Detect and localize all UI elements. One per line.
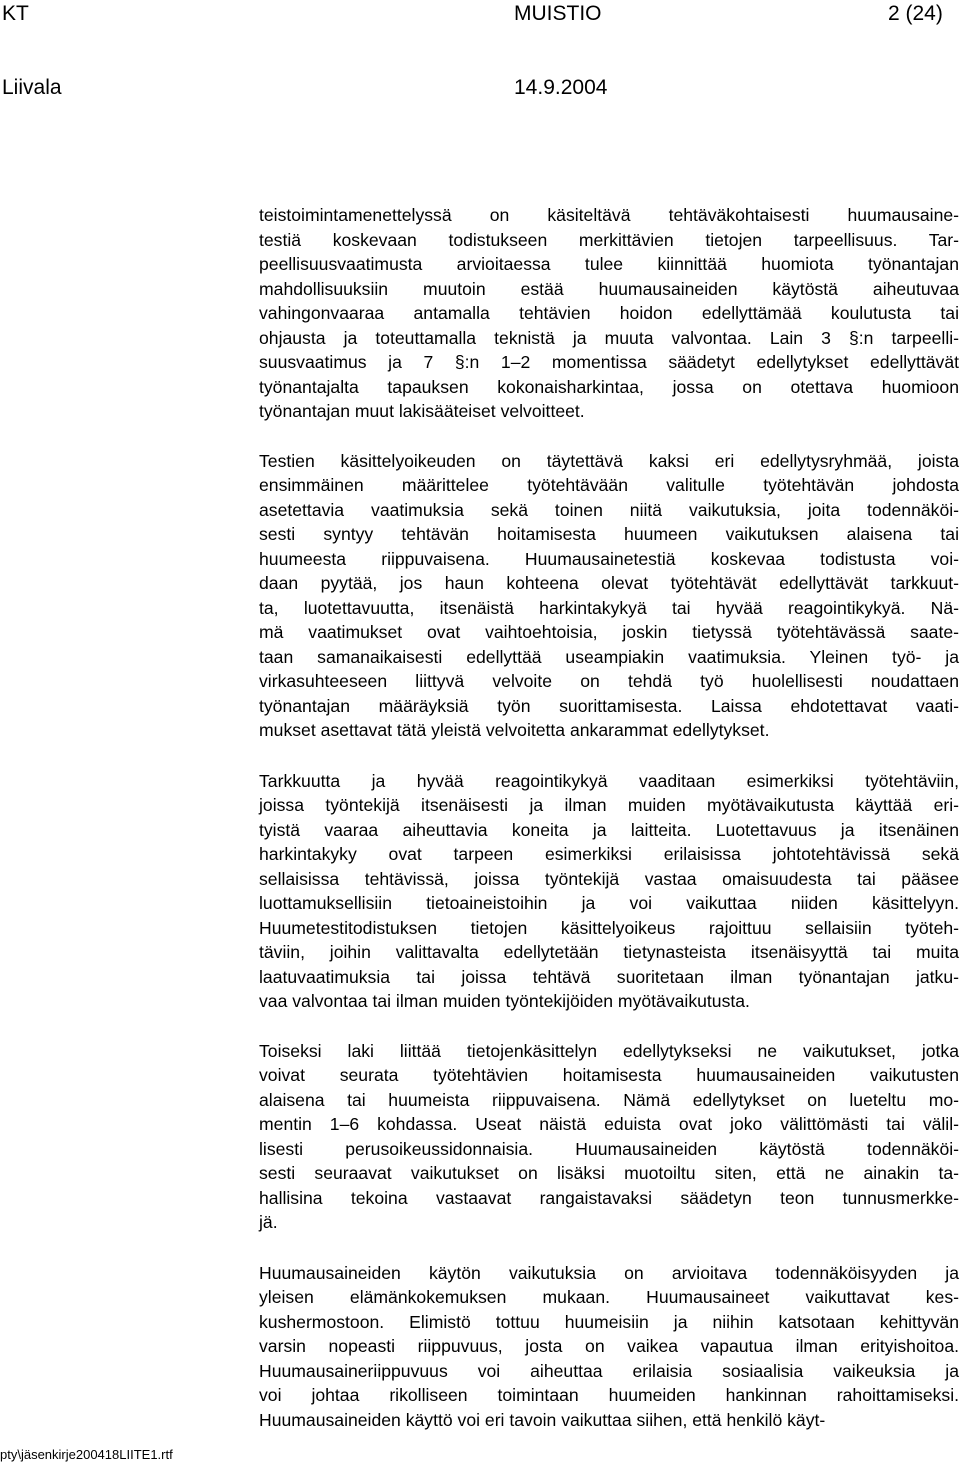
paragraph-line: sellaisissa tehtävissä, joissa työntekijä vastaa omaisuudesta tai pääsee [259, 868, 959, 889]
paragraph-line: työnantajan määräyksiä työn suorittamisesta. Laissa ehdotettavat vaati- [259, 695, 959, 716]
paragraph-line: asetettavia vaatimuksia sekä toinen niitä vaikutuksia, joita todennäköi- [259, 499, 959, 520]
paragraph-line: ensimmäinen määrittelee työtehtävään valitulle työtehtävän johdosta [259, 475, 959, 495]
paragraph-line: taan samanaikaisesti edellyttää useampiakin vaatimuksia. Yleinen työ- ja [259, 646, 959, 667]
paragraph-line: Huumetestitodistuksen tietojen käsittelyoikeus rajoittuu sellaisiin työteh- [259, 917, 959, 938]
paragraph-line: ta, luotettavuutta, itsenäistä harkintakykyä tai hyvää reagointikykyä. Nä- [259, 597, 959, 618]
paragraph-line: mentin 1–6 kohdassa. Useat näistä eduista ovat joko välittömästi tai välil- [259, 1114, 959, 1134]
paragraph-line: Tarkkuutta ja hyvää reagointikykyä vaaditaan esimerkiksi työtehtäviin, [259, 770, 959, 791]
paragraph-line: alaisena tai huumeista riippuvaisena. Nämä edellytykset on lueteltu mo- [259, 1089, 959, 1110]
body-paragraph [259, 769, 959, 1014]
paragraph-line: testiä koskevaan todistukseen merkittävien tietojen tarpeellisuus. Tar- [259, 229, 959, 250]
body-paragraph [259, 203, 959, 424]
document-body [259, 178, 959, 1432]
paragraph-line: vaa valvontaa tai ilman muiden työntekijöiden myötävaikutusta. [259, 991, 750, 1011]
paragraph-line: laatuvaatimuksia tai joissa tehtävä suoritetaan ilman työnantajan jatku- [259, 966, 959, 987]
paragraph-line: joissa työntekijä itsenäisesti ja ilman muiden myötävaikutusta käyttää eri- [259, 795, 959, 815]
header-page-number: 2 (24) [888, 2, 943, 25]
paragraph-line: Toiseksi laki liittää tietojenkäsittelyn edellytykseksi ne vaikutukset, jotka [259, 1040, 959, 1061]
paragraph-line: mahdollisuuksiin muutoin estää huumausaineiden käytöstä aiheutuvaa [259, 278, 959, 299]
paragraph-line: daan pyytää, jos haun kohteena olevat työtehtävät edellyttävät tarkkuut- [259, 573, 959, 593]
body-paragraph [259, 1261, 959, 1433]
header-org: KT [2, 2, 29, 25]
paragraph-line: vahingonvaaraa antamalla tehtävien hoidon edellyttämää koulutusta tai [259, 303, 959, 323]
body-paragraph [259, 449, 959, 743]
header-date: 14.9.2004 [514, 76, 608, 99]
paragraph-line: kushermostoon. Elimistö tottuu huumeisiin ja niihin katsotaan kehittyvän [259, 1311, 959, 1332]
paragraph-line: lisesti perusoikeussidonnaisia. Huumausaineiden käytöstä todennäköi- [259, 1138, 959, 1159]
footer-file-path: pty\jäsenkirje200418LIITE1.rtf [0, 1447, 173, 1462]
paragraph-line: peellisuusvaatimusta arvioitaessa tulee kiinnittää huomiota työnantajan [259, 254, 959, 274]
paragraph-line: Huumausaineiden käytön vaikutuksia on arvioitava todennäköisyyden ja [259, 1262, 959, 1283]
body-paragraph [259, 1039, 959, 1235]
paragraph-line: Huumausaineiden käyttö voi eri tavoin vaikuttaa siihen, että henkilö käyt- [259, 1409, 826, 1430]
paragraph-line: teistoimintamenettelyssä on käsiteltävä tehtäväkohtaisesti huumausaine- [259, 205, 959, 225]
paragraph-line: mä vaatimukset ovat vaihtoehtoisia, joskin tietyssä työtehtävässä saate- [259, 622, 959, 642]
paragraph-line: huumeesta riippuvaisena. Huumausainetestiä koskevaa todistusta voi- [259, 548, 959, 569]
paragraph-line: jä. [259, 1212, 278, 1232]
paragraph-line: suusvaatimus ja 7 §:n 1–2 momentissa säädetyt edellytykset edellyttävät [259, 352, 959, 372]
paragraph-line: voi johtaa rikolliseen toimintaan huumeiden hankinnan rahoittamiseksi. [259, 1385, 959, 1405]
paragraph-line: harkintakyky ovat tarpeen esimerkiksi erilaisissa johtotehtävissä sekä [259, 844, 959, 864]
paragraph-line: työnantajan muut lakisääteiset velvoitteet. [259, 401, 585, 421]
paragraph-line: tyistä vaaraa aiheuttavia koneita ja laitteita. Luotettavuus ja itsenäinen [259, 819, 959, 840]
paragraph-line: ohjausta ja toteuttamalla teknistä ja muuta valvontaa. Lain 3 §:n tarpeelli- [259, 327, 959, 348]
paragraph-line: luottamuksellisiin tietoaineistoihin ja voi vaikuttaa niiden käsittelyyn. [259, 893, 959, 913]
paragraph-line: työnantajalta tapauksen kokonaisharkintaa, jossa on otettava huomioon [259, 376, 959, 397]
paragraph-line: täviin, joihin valittavalta edellytetään tietynasteista itsenäisyyttä tai muita [259, 942, 959, 962]
paragraph-line: Huumausaineriippuvuus voi aiheuttaa erilaisia sosiaalisia vaikeuksia ja [259, 1360, 959, 1381]
paragraph-line: mukset asettavat tätä yleistä velvoitetta ankarammat edellytykset. [259, 720, 770, 740]
paragraph-line: sesti seuraavat vaikutukset on lisäksi muotoiltu siten, että ne ainakin ta- [259, 1163, 959, 1183]
paragraph-line: Testien käsittelyoikeuden on täytettävä kaksi eri edellytysryhmää, joista [259, 450, 959, 471]
paragraph-line: sesti syntyy tehtävän hoitamisesta huumeen vaikutuksen alaisena tai [259, 524, 959, 544]
paragraph-line: yleisen elämänkokemuksen mukaan. Huumausaineet vaikuttavat kes- [259, 1287, 959, 1307]
paragraph-line: varsin nopeasti riippuvuus, josta on vaikea vapautua ilman erityishoitoa. [259, 1336, 959, 1356]
paragraph-line: hallisina tekoina vastaavat rangaistavaksi säädetyn teon tunnusmerkke- [259, 1187, 959, 1208]
header-author: Liivala [2, 76, 62, 99]
paragraph-line: virkasuhteeseen liittyvä velvoite on tehdä työ huolellisesti noudattaen [259, 671, 959, 691]
paragraph-line: voivat seurata työtehtävien hoitamisesta huumausaineiden vaikutusten [259, 1065, 959, 1085]
header-doc-type: MUISTIO [514, 2, 602, 25]
